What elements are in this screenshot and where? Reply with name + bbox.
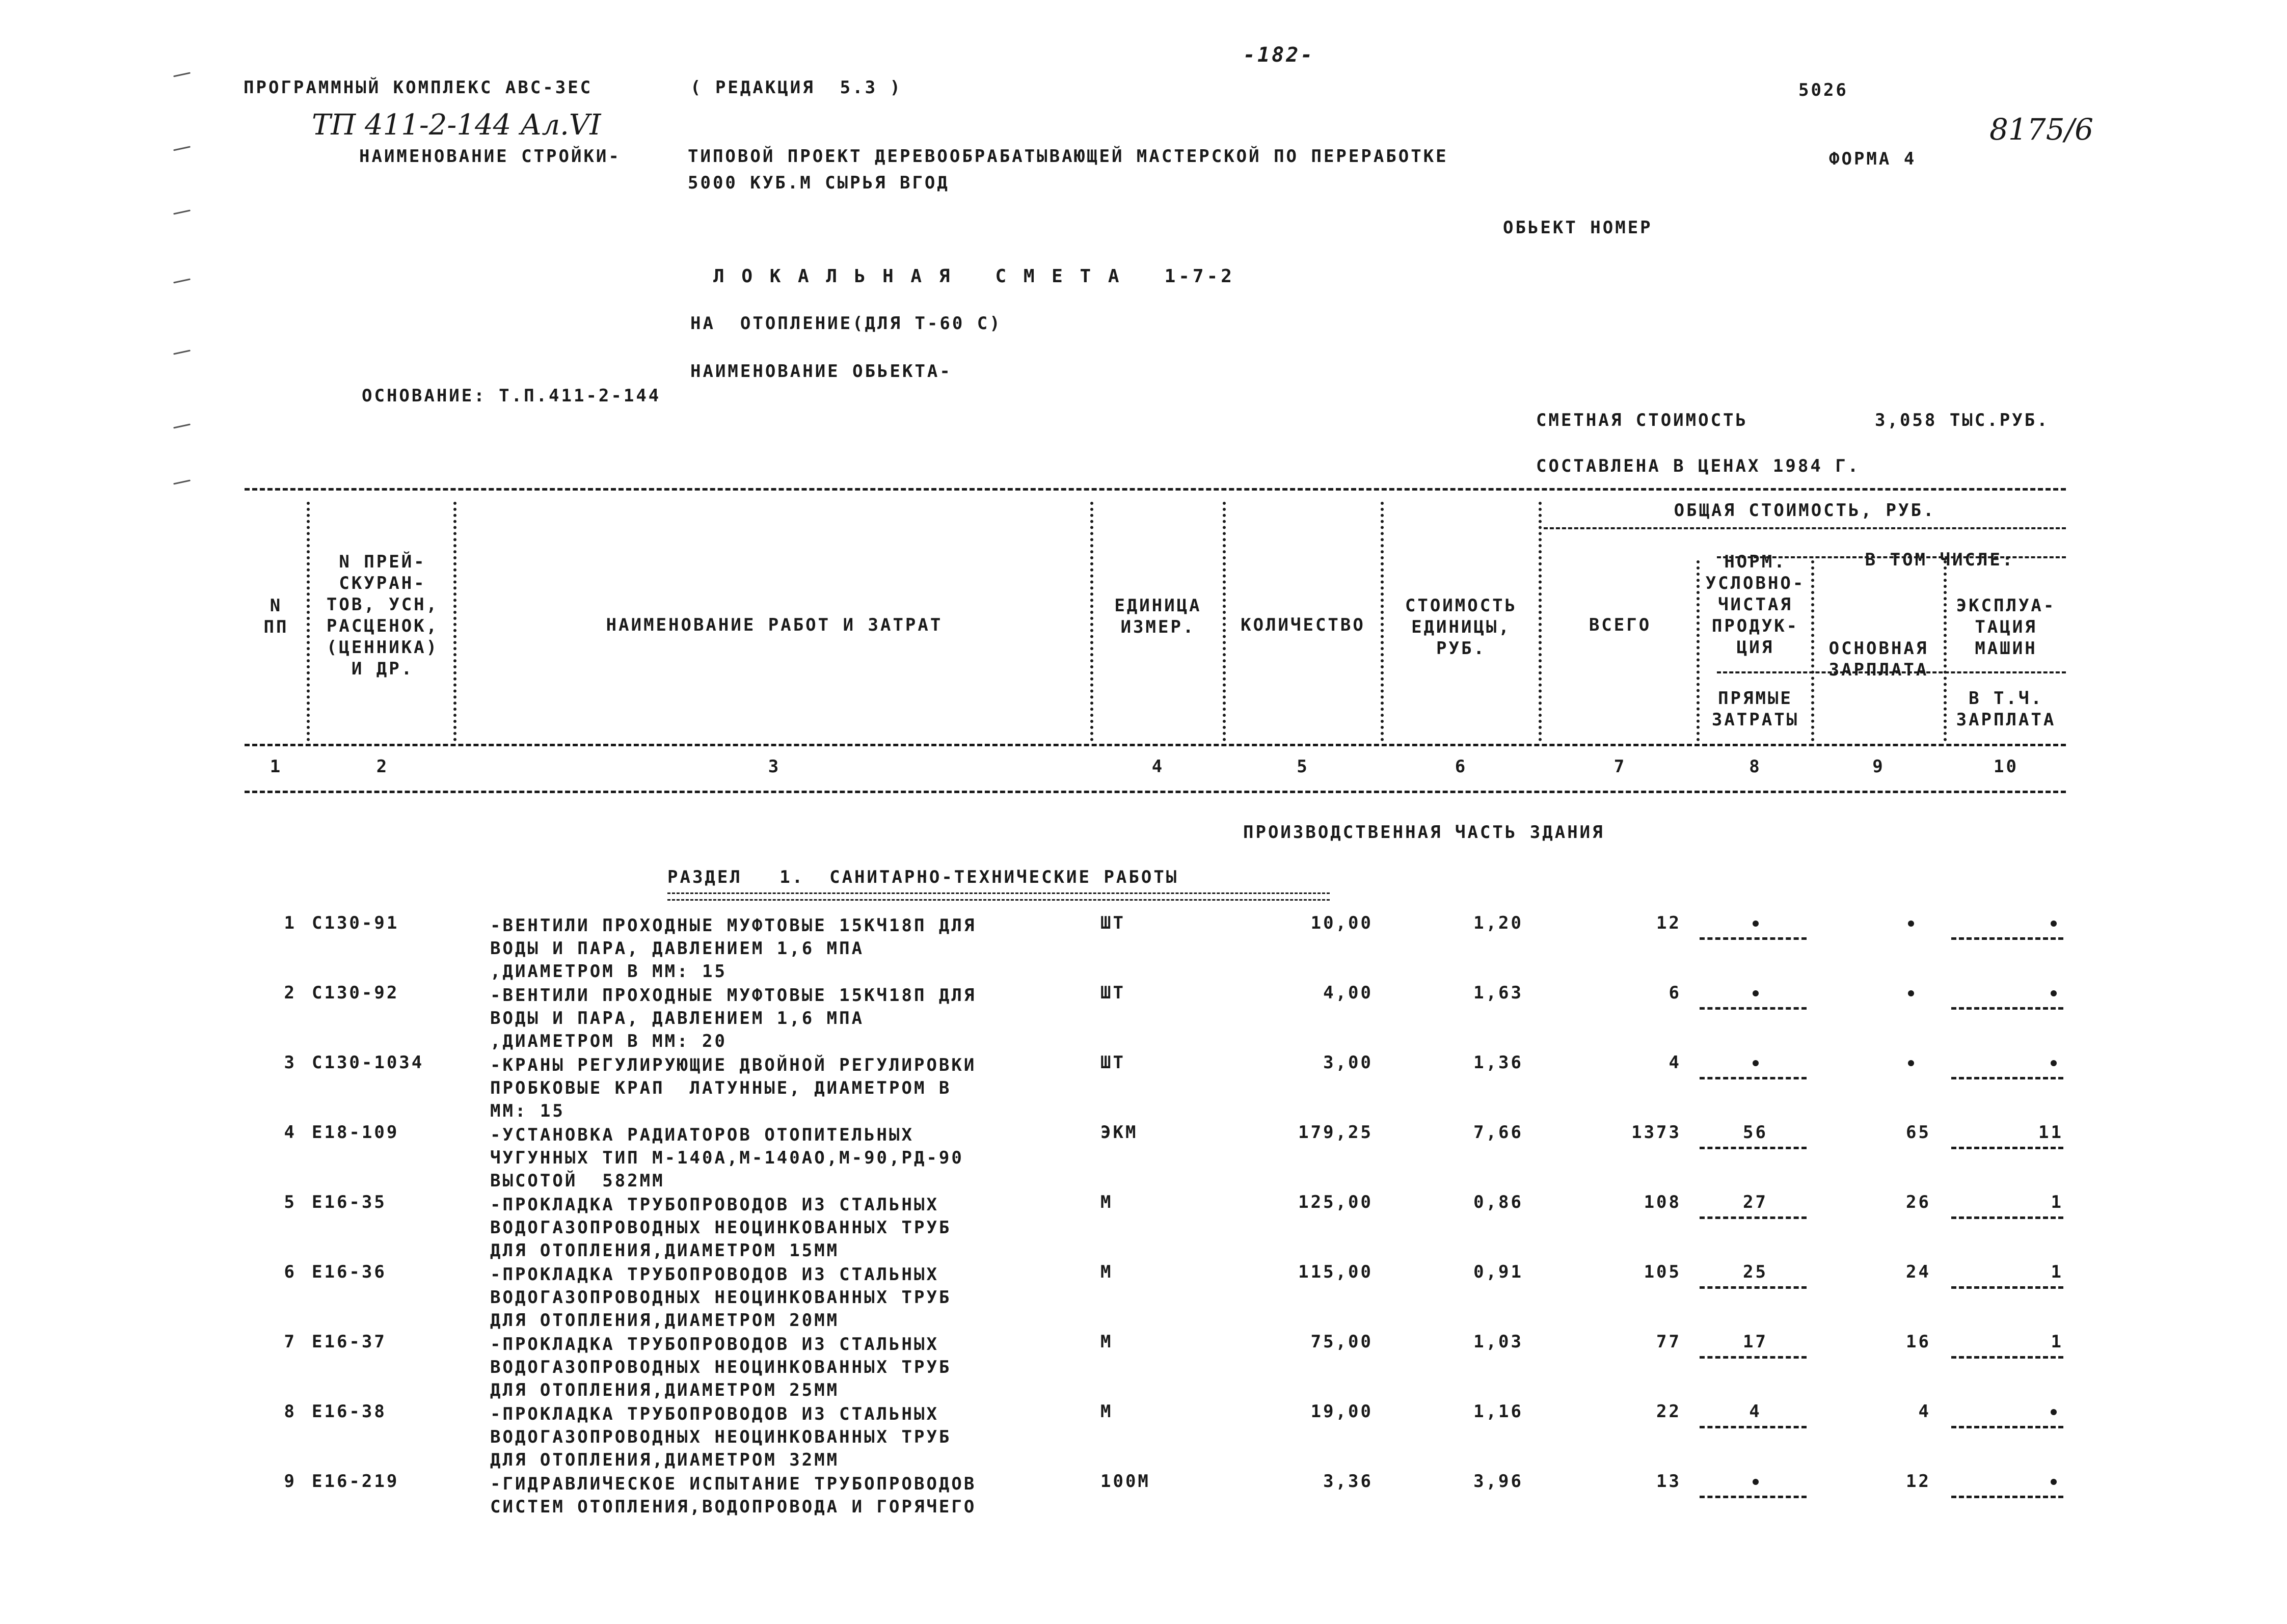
row-description: -ВЕНТИЛИ ПРОХОДНЫЕ МУФТОВЫЕ 15КЧ18П ДЛЯ ВОДЫ И ПАРА, ДАВЛЕНИЕМ 1,6 МПА ,ДИАМЕТРОМ В ММ: 15 xyxy=(490,915,977,982)
row-empty-marker xyxy=(1753,1060,1759,1066)
row-number: 3 xyxy=(284,1052,297,1073)
col-index-6: 6 xyxy=(1455,756,1468,777)
row-net-production: 27 xyxy=(1743,1192,1768,1212)
row-unit: ШТ xyxy=(1100,1052,1125,1073)
col-index-4: 4 xyxy=(1151,756,1165,777)
form-number: ФОРМА 4 xyxy=(1829,149,1917,169)
row-number: 8 xyxy=(284,1401,297,1422)
row-machine-operation: 11 xyxy=(2038,1122,2063,1143)
row-col8-separator xyxy=(1700,1007,1807,1010)
header-col-net-production: НОРМ. УСЛОВНО- ЧИСТАЯ ПРОДУК- ЦИЯ xyxy=(1705,552,1806,658)
header-total-cost-group: ОБЩАЯ СТОИМОСТЬ, РУБ. xyxy=(1674,500,1936,521)
row-quantity: 3,00 xyxy=(1323,1052,1373,1073)
row-unit: М xyxy=(1100,1262,1113,1282)
construction-name-line1: ТИПОВОЙ ПРОЕКТ ДЕРЕВООБРАБАТЫВАЮЩЕЙ МАСТЕРСКОЙ ПО ПЕРЕРАБОТКЕ xyxy=(688,146,1448,167)
chapter-title-underline xyxy=(667,892,1330,901)
row-total: 6 xyxy=(1669,983,1681,1003)
program-edition: ( РЕДАКЦИЯ 5.3 ) xyxy=(690,77,902,98)
row-unit-cost: 1,20 xyxy=(1473,913,1523,933)
row-base-salary: 65 xyxy=(1906,1122,1931,1143)
row-description: -ВЕНТИЛИ ПРОХОДНЫЕ МУФТОВЫЕ 15КЧ18П ДЛЯ ВОДЫ И ПАРА, ДАВЛЕНИЕМ 1,6 МПА ,ДИАМЕТРОМ В ММ: 20 xyxy=(490,985,977,1051)
row-quantity: 19,00 xyxy=(1310,1401,1373,1422)
row-empty-marker xyxy=(1753,1479,1759,1485)
row-empty-marker xyxy=(2051,990,2057,996)
row-number: 1 xyxy=(284,913,297,933)
row-price-code: Е16-36 xyxy=(312,1262,387,1282)
row-col10-separator xyxy=(1951,937,2063,940)
row-price-code: С130-91 xyxy=(312,913,399,933)
row-total: 105 xyxy=(1644,1262,1681,1282)
construction-name-line2: 5000 КУБ.М СЫРЬЯ ВГОД xyxy=(688,173,950,193)
header-col-price-ref: N ПРЕЙ- СКУРАН- ТОВ, УСН, РАСЦЕНОК, (ЦЕННИКА) И ДР. xyxy=(326,552,439,679)
row-total: 108 xyxy=(1644,1192,1681,1212)
header-col-base-salary: ОСНОВНАЯ ЗАРПЛАТА xyxy=(1828,638,1929,680)
header-including: В ТОМ ЧИСЛЕ: xyxy=(1865,550,2015,570)
row-description: -ПРОКЛАДКА ТРУБОПРОВОДОВ ИЗ СТАЛЬНЫХ ВОДОГАЗОПРОВОДНЫХ НЕОЦИНКОВАННЫХ ТРУБ ДЛЯ ОТОПЛЕНИЯ,ДИАМЕТРОМ 15ММ xyxy=(490,1195,952,1261)
row-base-salary: 4 xyxy=(1918,1401,1931,1422)
row-net-production: 56 xyxy=(1743,1122,1768,1143)
row-description: -ПРОКЛАДКА ТРУБОПРОВОДОВ ИЗ СТАЛЬНЫХ ВОДОГАЗОПРОВОДНЫХ НЕОЦИНКОВАННЫХ ТРУБ ДЛЯ ОТОПЛЕНИЯ,ДИАМЕТРОМ 25ММ xyxy=(490,1334,952,1400)
binder-mark xyxy=(173,278,191,283)
row-base-salary: 16 xyxy=(1906,1332,1931,1352)
document-title: Л О К А Л Ь Н А Я С М Е Т А 1-7-2 xyxy=(713,266,1235,287)
row-quantity: 179,25 xyxy=(1298,1122,1373,1143)
col-index-7: 7 xyxy=(1613,756,1627,777)
row-col10-separator xyxy=(1951,1077,2063,1079)
row-unit-cost: 0,86 xyxy=(1473,1192,1523,1212)
row-price-code: С130-1034 xyxy=(312,1052,424,1073)
row-unit: М xyxy=(1100,1332,1113,1352)
row-empty-marker xyxy=(1908,1060,1914,1066)
col-index-8: 8 xyxy=(1749,756,1762,777)
header-col-quantity: КОЛИЧЕСТВО xyxy=(1241,615,1365,635)
row-net-production: 25 xyxy=(1743,1262,1768,1282)
row-col8-separator xyxy=(1700,937,1807,940)
row-col10-separator xyxy=(1951,1286,2063,1289)
row-total: 22 xyxy=(1656,1401,1681,1422)
row-col8-separator xyxy=(1700,1147,1807,1149)
row-unit: ШТ xyxy=(1100,983,1125,1003)
basis: ОСНОВАНИЕ: Т.П.411-2-144 xyxy=(362,386,661,406)
binder-mark xyxy=(173,209,191,214)
row-number: 5 xyxy=(284,1192,297,1212)
estimated-cost-value: 3,058 ТЫС.РУБ. xyxy=(1875,410,2050,430)
binder-mark xyxy=(173,72,191,77)
document-code: 5026 xyxy=(1798,80,1848,100)
row-unit-cost: 0,91 xyxy=(1473,1262,1523,1282)
binder-mark xyxy=(173,146,191,151)
header-col-direct-costs: ПРЯМЫЕ ЗАТРАТЫ xyxy=(1711,688,1799,730)
row-col8-separator xyxy=(1700,1077,1807,1079)
header-col-unit: ЕДИНИЦА ИЗМЕР. xyxy=(1114,596,1202,637)
row-number: 4 xyxy=(284,1122,297,1143)
row-col8-separator xyxy=(1700,1496,1807,1498)
page-number: -182- xyxy=(1243,43,1315,67)
row-net-production: 17 xyxy=(1743,1332,1768,1352)
row-col10-separator xyxy=(1951,1216,2063,1219)
row-unit-cost: 7,66 xyxy=(1473,1122,1523,1143)
row-quantity: 3,36 xyxy=(1323,1471,1373,1492)
header-col-work-name: НАИМЕНОВАНИЕ РАБОТ И ЗАТРАТ xyxy=(606,615,943,635)
col-index-10: 10 xyxy=(1994,756,2019,777)
row-quantity: 125,00 xyxy=(1298,1192,1373,1212)
binder-mark xyxy=(173,349,191,355)
program-name: ПРОГРАММНЫЙ КОМПЛЕКС АВС-3ЕС xyxy=(244,77,593,98)
object-number-label: ОБЬЕКТ НОМЕР xyxy=(1503,218,1653,238)
row-col8-separator xyxy=(1700,1356,1807,1359)
header-col-incl-salary: В Т.Ч. ЗАРПЛАТА xyxy=(1956,688,2056,730)
row-base-salary: 12 xyxy=(1906,1471,1931,1492)
row-empty-marker xyxy=(2051,921,2057,927)
row-unit-cost: 1,16 xyxy=(1473,1401,1523,1422)
row-empty-marker xyxy=(2051,1060,2057,1066)
row-price-code: Е16-38 xyxy=(312,1401,387,1422)
row-unit-cost: 1,03 xyxy=(1473,1332,1523,1352)
row-col10-separator xyxy=(1951,1356,2063,1359)
row-total: 4 xyxy=(1669,1052,1681,1073)
row-price-code: Е18-109 xyxy=(312,1122,399,1143)
price-level-note: СОСТАВЛЕНА В ЦЕНАХ 1984 Г. xyxy=(1536,456,1861,476)
row-number: 6 xyxy=(284,1262,297,1282)
row-unit: М xyxy=(1100,1401,1113,1422)
row-empty-marker xyxy=(2051,1409,2057,1415)
header-col-number: N ПП xyxy=(263,596,289,637)
row-unit: 100М xyxy=(1100,1471,1150,1492)
row-unit: М xyxy=(1100,1192,1113,1212)
header-col-machine-operation: ЭКСПЛУА- ТАЦИЯ МАШИН xyxy=(1956,596,2056,659)
row-col10-separator xyxy=(1951,1147,2063,1149)
row-base-salary: 24 xyxy=(1906,1262,1931,1282)
row-machine-operation: 1 xyxy=(2051,1332,2063,1352)
row-description: -ГИДРАВЛИЧЕСКОЕ ИСПЫТАНИЕ ТРУБОПРОВОДОВ СИСТЕМ ОТОПЛЕНИЯ,ВОДОПРОВОДА И ГОРЯЧЕГО xyxy=(490,1474,977,1517)
row-number: 9 xyxy=(284,1471,297,1492)
object-name-label: НАИМЕНОВАНИЕ ОБЬЕКТА- xyxy=(690,361,952,382)
row-quantity: 75,00 xyxy=(1310,1332,1373,1352)
row-machine-operation: 1 xyxy=(2051,1262,2063,1282)
row-empty-marker xyxy=(1753,990,1759,996)
row-price-code: С130-92 xyxy=(312,983,399,1003)
row-description: -ПРОКЛАДКА ТРУБОПРОВОДОВ ИЗ СТАЛЬНЫХ ВОДОГАЗОПРОВОДНЫХ НЕОЦИНКОВАННЫХ ТРУБ ДЛЯ ОТОПЛЕНИЯ,ДИАМЕТРОМ 32ММ xyxy=(490,1404,952,1470)
col-index-2: 2 xyxy=(376,756,389,777)
row-col8-separator xyxy=(1700,1426,1807,1428)
row-description: -КРАНЫ РЕГУЛИРУЮЩИЕ ДВОЙНОЙ РЕГУЛИРОВКИ ПРОБКОВЫЕ КРАП ЛАТУННЫЕ, ДИАМЕТРОМ В ММ: 15 xyxy=(490,1055,977,1121)
row-price-code: Е16-219 xyxy=(312,1471,399,1492)
row-col10-separator xyxy=(1951,1496,2063,1498)
estimated-cost-label: СМЕТНАЯ СТОИМОСТЬ xyxy=(1536,410,1748,430)
row-unit: ШТ xyxy=(1100,913,1125,933)
row-unit-cost: 3,96 xyxy=(1473,1471,1523,1492)
row-col8-separator xyxy=(1700,1286,1807,1289)
row-quantity: 115,00 xyxy=(1298,1262,1373,1282)
row-col10-separator xyxy=(1951,1426,2063,1428)
row-net-production: 4 xyxy=(1749,1401,1762,1422)
row-price-code: Е16-35 xyxy=(312,1192,387,1212)
row-price-code: Е16-37 xyxy=(312,1332,387,1352)
binder-mark xyxy=(173,423,191,428)
handwritten-project-number: ТП 411-2-144 Ал.VI xyxy=(312,109,601,142)
row-total: 12 xyxy=(1656,913,1681,933)
col-index-9: 9 xyxy=(1872,756,1885,777)
row-unit-cost: 1,63 xyxy=(1473,983,1523,1003)
chapter-title: РАЗДЕЛ 1. САНИТАРНО-ТЕХНИЧЕСКИЕ РАБОТЫ xyxy=(667,867,1179,887)
row-quantity: 10,00 xyxy=(1310,913,1373,933)
col-index-5: 5 xyxy=(1297,756,1309,777)
col-index-1: 1 xyxy=(270,756,283,777)
row-number: 7 xyxy=(284,1332,297,1352)
section-title: ПРОИЗВОДСТВЕННАЯ ЧАСТЬ ЗДАНИЯ xyxy=(1243,822,1605,843)
row-col10-separator xyxy=(1951,1007,2063,1010)
row-base-salary: 26 xyxy=(1906,1192,1931,1212)
construction-name-label: НАИМЕНОВАНИЕ СТРОЙКИ- xyxy=(359,146,621,167)
row-total: 13 xyxy=(1656,1471,1681,1492)
row-unit: ЭКМ xyxy=(1100,1122,1138,1143)
row-total: 1373 xyxy=(1631,1122,1681,1143)
header-col-unit-cost: СТОИМОСТЬ ЕДИНИЦЫ, РУБ. xyxy=(1405,596,1518,659)
header-col-total: ВСЕГО xyxy=(1589,615,1652,635)
row-empty-marker xyxy=(2051,1479,2057,1485)
row-col8-separator xyxy=(1700,1216,1807,1219)
binder-mark xyxy=(173,479,191,484)
row-unit-cost: 1,36 xyxy=(1473,1052,1523,1073)
row-description: -ПРОКЛАДКА ТРУБОПРОВОДОВ ИЗ СТАЛЬНЫХ ВОДОГАЗОПРОВОДНЫХ НЕОЦИНКОВАННЫХ ТРУБ ДЛЯ ОТОПЛЕНИЯ,ДИАМЕТРОМ 20ММ xyxy=(490,1264,952,1331)
row-machine-operation: 1 xyxy=(2051,1192,2063,1212)
row-quantity: 4,00 xyxy=(1323,983,1373,1003)
row-description: -УСТАНОВКА РАДИАТОРОВ ОТОПИТЕЛЬНЫХ ЧУГУННЫХ ТИП М-140А,М-140АО,М-90,РД-90 ВЫСОТОЙ 582ММ xyxy=(490,1125,964,1191)
row-empty-marker xyxy=(1753,921,1759,927)
row-total: 77 xyxy=(1656,1332,1681,1352)
document-subtitle: НА ОТОПЛЕНИЕ(ДЛЯ Т-60 С) xyxy=(690,313,1002,334)
row-empty-marker xyxy=(1908,990,1914,996)
row-empty-marker xyxy=(1908,921,1914,927)
col-index-3: 3 xyxy=(768,756,781,777)
handwritten-archive-number: 8175/6 xyxy=(1989,112,2094,147)
row-number: 2 xyxy=(284,983,297,1003)
